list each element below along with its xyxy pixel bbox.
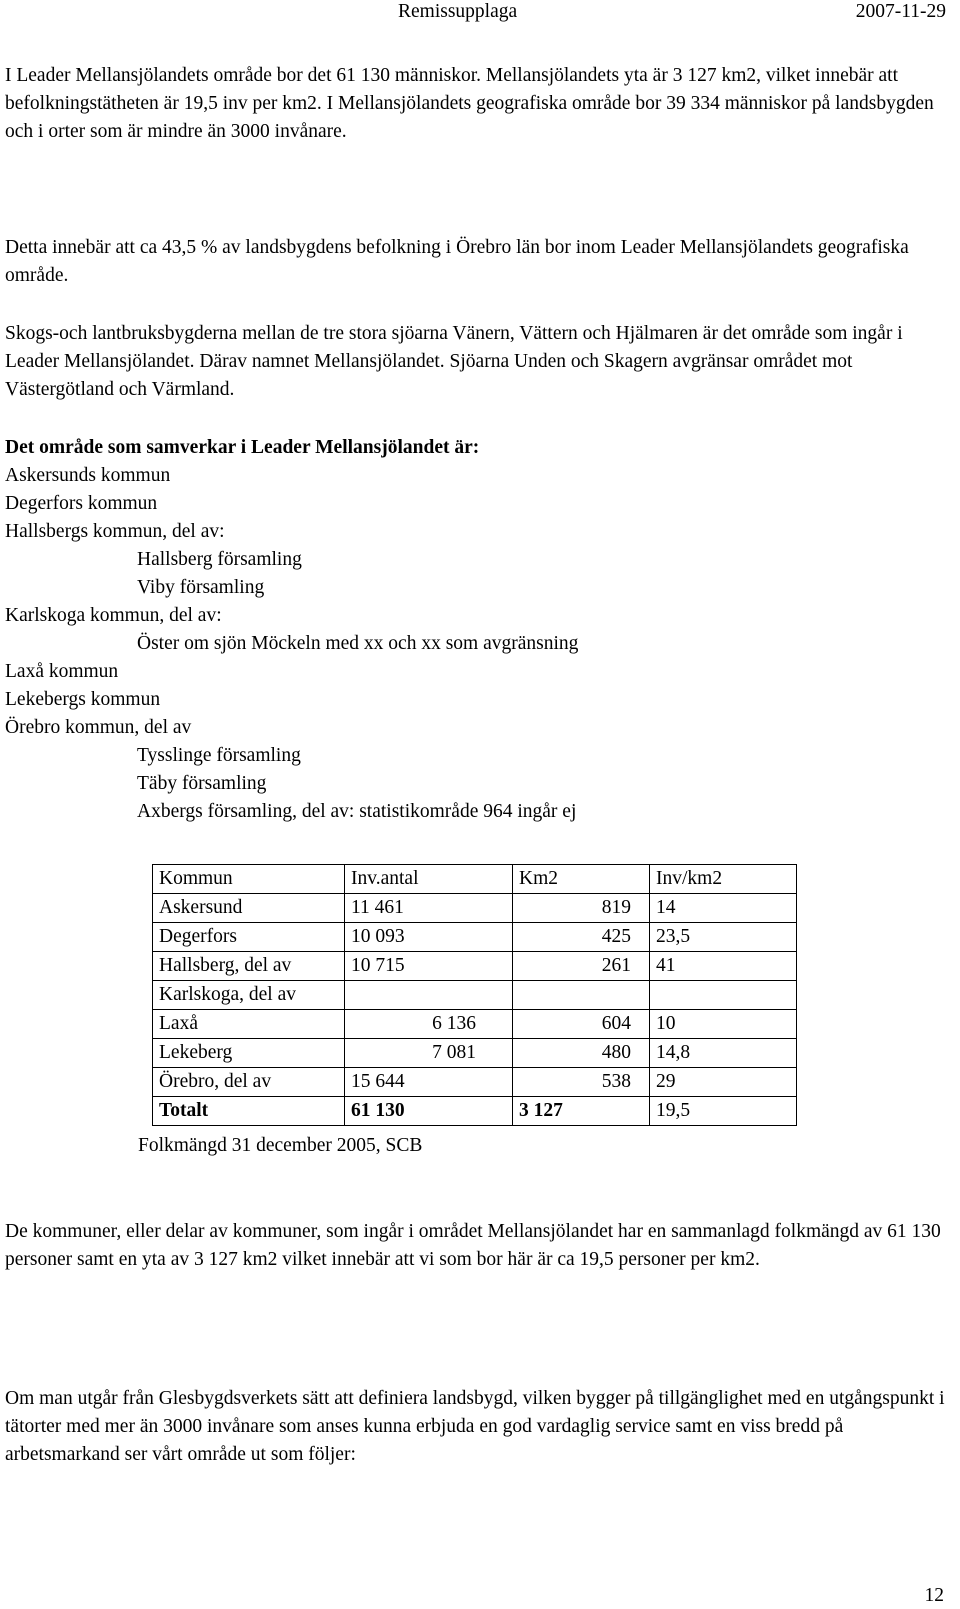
- table-total-density: 19,5: [650, 1097, 797, 1126]
- paragraph-definition: Om man utgår från Glesbygdsverkets sätt att definiera landsbygd, vilken bygger på tillgänglighet med en utgångspunkt i tätorter med mer än 3000 invånare som anses kunna erbjuda en god vardaglig service samt en viss bredd på arbetsmarkand ser vårt område ut som följer:: [5, 1388, 945, 1465]
- table-source: Folkmängd 31 december 2005, SCB: [138, 1135, 423, 1156]
- table-cell-density: 41: [650, 952, 797, 981]
- table-header-cell: Inv/km2: [650, 865, 797, 894]
- table-cell-kommun: Laxå: [153, 1010, 345, 1039]
- table-row: [153, 1039, 797, 1068]
- page-header: [0, 0, 960, 24]
- table-row: [153, 1010, 797, 1039]
- table-cell-kommun: Lekeberg: [153, 1039, 345, 1068]
- table-row: [153, 923, 797, 952]
- table-cell-km2: 261: [513, 952, 650, 981]
- table-total-km2: 3 127: [513, 1097, 650, 1126]
- header-date: 2007-11-29: [855, 1, 946, 22]
- table-row: [153, 981, 797, 1010]
- table-cell-inv: [345, 981, 513, 1010]
- area-subline: Tysslinge församling: [137, 745, 301, 766]
- area-line: Askersunds kommun: [5, 465, 171, 486]
- table-cell-km2: 604: [513, 1010, 650, 1039]
- area-subline: Axbergs församling, del av: statistikområde 964 ingår ej: [137, 801, 577, 822]
- paragraph-rural-share: Detta innebär att ca 43,5 % av landsbygdens befolkning i Örebro län bor inom Leader Mellansjölandets geografiska område.: [5, 237, 909, 286]
- table-cell-density: 29: [650, 1068, 797, 1097]
- area-line: Lekebergs kommun: [5, 689, 161, 710]
- table-cell-kommun: Askersund: [153, 894, 345, 923]
- table-cell-inv: 6 136: [345, 1010, 513, 1039]
- area-line: Karlskoga kommun, del av:: [5, 605, 222, 626]
- table-cell-km2: 480: [513, 1039, 650, 1068]
- population-table: [152, 864, 797, 1126]
- table-row: [153, 894, 797, 923]
- area-line: Degerfors kommun: [5, 493, 158, 514]
- area-subline: Hallsberg församling: [137, 549, 302, 570]
- table-cell-kommun: Örebro, del av: [153, 1068, 345, 1097]
- table-cell-density: 14: [650, 894, 797, 923]
- paragraph-lakes: Skogs-och lantbruksbygderna mellan de tre stora sjöarna Vänern, Vättern och Hjälmaren är det område som ingår i Leader Mellansjölandet. Därav namnet Mellansjölandet. Sjöarna Unden och Skagern avgränsar området mot Västergötland och Värmland.: [5, 323, 903, 400]
- table-cell-inv: 7 081: [345, 1039, 513, 1068]
- header-title: Remissupplaga: [398, 1, 518, 22]
- table-header-cell: Km2: [513, 865, 650, 894]
- table-cell-kommun: Karlskoga, del av: [153, 981, 345, 1010]
- table-cell-density: 10: [650, 1010, 797, 1039]
- table-header-row: [153, 865, 797, 894]
- table-total-row: [153, 1097, 797, 1126]
- table-cell-density: [650, 981, 797, 1010]
- table-cell-km2: 819: [513, 894, 650, 923]
- table-header-cell: Kommun: [153, 865, 345, 894]
- table-cell-inv: 10 715: [345, 952, 513, 981]
- area-subline: Öster om sjön Möckeln med xx och xx som avgränsning: [137, 633, 579, 654]
- area-subline: Täby församling: [137, 773, 267, 794]
- area-subline: Viby församling: [137, 577, 265, 598]
- area-line: Laxå kommun: [5, 661, 119, 682]
- area-section: [5, 434, 945, 826]
- table-cell-density: 23,5: [650, 923, 797, 952]
- table-cell-km2: 425: [513, 923, 650, 952]
- area-line: Örebro kommun, del av: [5, 717, 192, 738]
- table-cell-km2: [513, 981, 650, 1010]
- area-section-title: Det område som samverkar i Leader Mellansjölandet är:: [5, 437, 480, 458]
- table-cell-inv: 15 644: [345, 1068, 513, 1097]
- page-number: 12: [924, 1585, 944, 1606]
- table-total-inv: 61 130: [345, 1097, 513, 1126]
- table-total-label: Totalt: [153, 1097, 345, 1126]
- table-cell-kommun: Hallsberg, del av: [153, 952, 345, 981]
- table-row: [153, 1068, 797, 1097]
- table-cell-kommun: Degerfors: [153, 923, 345, 952]
- paragraph-summary: De kommuner, eller delar av kommuner, som ingår i området Mellansjölandet har en sammanlagd folkmängd av 61 130 personer samt en yta av 3 127 km2 vilket innebär att vi som bor här är ca 19,5 personer per km2.: [5, 1221, 941, 1270]
- paragraph-population: I Leader Mellansjölandets område bor det 61 130 människor. Mellansjölandets yta är 3 127 km2, vilket innebär att befolkningstätheten är 19,5 inv per km2. I Mellansjölandets geografiska område bor 39 334 människor på landsbygden och i orter som är mindre än 3000 invånare.: [5, 65, 934, 142]
- area-line: Hallsbergs kommun, del av:: [5, 521, 225, 542]
- table-cell-density: 14,8: [650, 1039, 797, 1068]
- table-cell-km2: 538: [513, 1068, 650, 1097]
- table-cell-inv: 11 461: [345, 894, 513, 923]
- table-header-cell: Inv.antal: [345, 865, 513, 894]
- table-cell-inv: 10 093: [345, 923, 513, 952]
- table-row: [153, 952, 797, 981]
